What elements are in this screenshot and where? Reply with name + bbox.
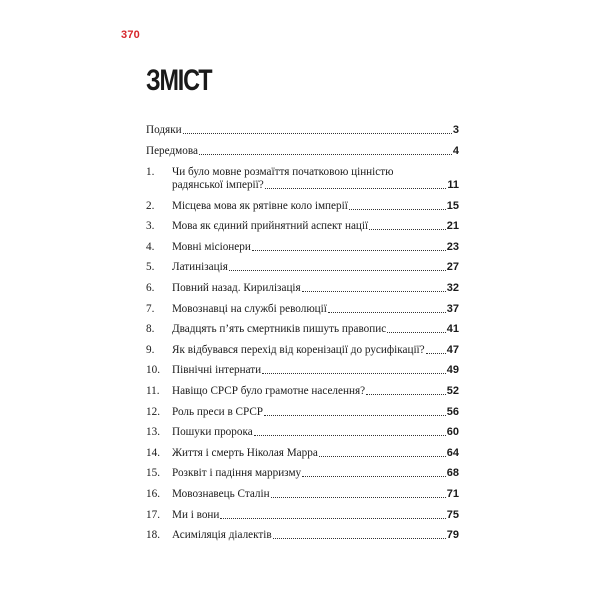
toc-entry-label: Навіщо СРСР було грамотне населення? [172, 384, 366, 397]
toc-entry-page: 41 [446, 323, 459, 336]
toc-entry-label: Латинізація [172, 261, 228, 274]
toc-entry-page: 71 [446, 487, 459, 500]
toc-entry-number: 7. [146, 302, 155, 315]
dot-leader [254, 435, 446, 436]
dot-leader [349, 209, 446, 210]
toc-entry-page: 21 [446, 220, 459, 233]
toc-entry-chapter [146, 220, 459, 233]
toc-entry-label: Асиміляція діалектів [172, 529, 272, 542]
toc-entry-chapter [146, 529, 459, 542]
toc-entry-number: 16. [146, 487, 160, 500]
toc-entry-number: 2. [146, 199, 155, 212]
toc-entry-label: Двадцять п’ять смертників пишуть правопис [172, 323, 387, 336]
toc-entry-number: 4. [146, 240, 155, 253]
toc-entry-chapter [146, 447, 459, 460]
toc-entry-chapter [146, 426, 459, 439]
toc-entry-page: 64 [446, 446, 459, 459]
toc-entry-chapter [146, 241, 459, 254]
toc-entry-label: Місцева мова як рятівне коло імперії [172, 199, 348, 212]
toc-entry-chapter [146, 282, 459, 295]
toc-entry-page: 32 [446, 281, 459, 294]
toc-entry-page: 47 [446, 343, 459, 356]
dot-leader [265, 188, 447, 189]
toc-entry-page: 15 [446, 199, 459, 212]
dot-leader [302, 476, 446, 477]
toc-entry-label: Мова як єдиний прийнятний аспект нації [172, 220, 369, 233]
toc-entry-chapter [146, 344, 459, 357]
toc-entry-number: 15. [146, 467, 160, 480]
dot-leader [273, 538, 446, 539]
toc-entry-label: Роль преси в СРСР [172, 405, 264, 418]
toc-entry-page: 60 [446, 426, 459, 439]
toc-entry-label: Мовознавець Сталін [172, 487, 270, 500]
toc-entry-chapter [146, 323, 459, 336]
toc-entry-chapter [146, 166, 459, 192]
toc-entry-chapter [146, 261, 459, 274]
toc-entry-chapter [146, 364, 459, 377]
toc-entry-number: 3. [146, 220, 155, 233]
dot-leader [387, 332, 446, 333]
toc-entry-label: Ми і вони [172, 508, 220, 521]
dot-leader [328, 312, 446, 313]
toc-entry-page: 37 [446, 302, 459, 315]
toc-entry-number: 10. [146, 364, 160, 377]
dot-leader [252, 250, 446, 251]
toc-entry-chapter [146, 488, 459, 501]
toc-entry-number: 8. [146, 323, 155, 336]
toc-entry-page: 27 [446, 261, 459, 274]
dot-leader [199, 154, 452, 155]
dot-leader [220, 518, 445, 519]
toc-entry-label: Пошуки пророка [172, 426, 253, 439]
toc-entry-number: 1. [146, 166, 155, 178]
toc-entry-page: 11 [447, 179, 459, 191]
toc-entry-number: 13. [146, 426, 160, 439]
toc-entry-label: Подяки [146, 124, 182, 136]
toc-entry-label: Повний назад. Кирилізація [172, 281, 301, 294]
toc-entry-chapter [146, 200, 459, 213]
toc-entry-number: 14. [146, 446, 160, 459]
toc-entry-label: радянської імперії? [172, 179, 264, 191]
toc-entry-number: 11. [146, 384, 160, 397]
toc-entry-chapter [146, 509, 459, 522]
table-of-contents [146, 120, 459, 542]
toc-entry-label: Мовні місіонери [172, 240, 251, 253]
toc-entry-label: Мовознавці на службі революції [172, 302, 327, 315]
toc-entry-preface [146, 145, 459, 158]
toc-entry-page: 68 [446, 467, 459, 480]
toc-entry-chapter [146, 467, 459, 480]
toc-entry-number: 5. [146, 261, 155, 274]
page-number: 370 [121, 29, 140, 41]
toc-entry-chapter [146, 385, 459, 398]
dot-leader [262, 373, 446, 374]
toc-entry-page: 75 [446, 508, 459, 521]
dot-leader [183, 133, 452, 134]
toc-entry-acknowledgements [146, 124, 459, 137]
dot-leader [271, 497, 446, 498]
toc-entry-label: Як відбувався перехід від коренізації до русифікації? [172, 343, 425, 356]
toc-entry-page: 3 [452, 124, 459, 136]
toc-entry-page: 49 [446, 364, 459, 377]
toc-entry-page: 56 [446, 405, 459, 418]
toc-entry-number: 9. [146, 343, 155, 356]
toc-entry-label: Розквіт і падіння марризму [172, 467, 302, 480]
dot-leader [302, 291, 446, 292]
toc-entry-number: 12. [146, 405, 160, 418]
toc-entry-number: 18. [146, 529, 160, 542]
toc-entry-page: 79 [446, 529, 459, 542]
toc-entry-number: 17. [146, 508, 160, 521]
toc-entry-label: Життя і смерть Ніколая Марра [172, 446, 318, 459]
toc-entry-chapter [146, 303, 459, 316]
dot-leader [264, 415, 446, 416]
dot-leader [426, 353, 446, 354]
page-title: ЗМІСТ [146, 64, 212, 97]
toc-entry-page: 23 [446, 240, 459, 253]
toc-entry-number: 6. [146, 281, 155, 294]
dot-leader [369, 229, 446, 230]
dot-leader [229, 270, 446, 271]
toc-entry-chapter [146, 406, 459, 419]
toc-entry-label: Північні інтернати [172, 364, 262, 377]
dot-leader [366, 394, 446, 395]
toc-entry-label: Передмова [146, 145, 198, 157]
toc-entry-page: 52 [446, 384, 459, 397]
toc-entry-page: 4 [452, 145, 459, 157]
dot-leader [319, 456, 446, 457]
toc-entry-label-line1: Чи було мовне розмаїття початковою цінністю [172, 166, 394, 178]
